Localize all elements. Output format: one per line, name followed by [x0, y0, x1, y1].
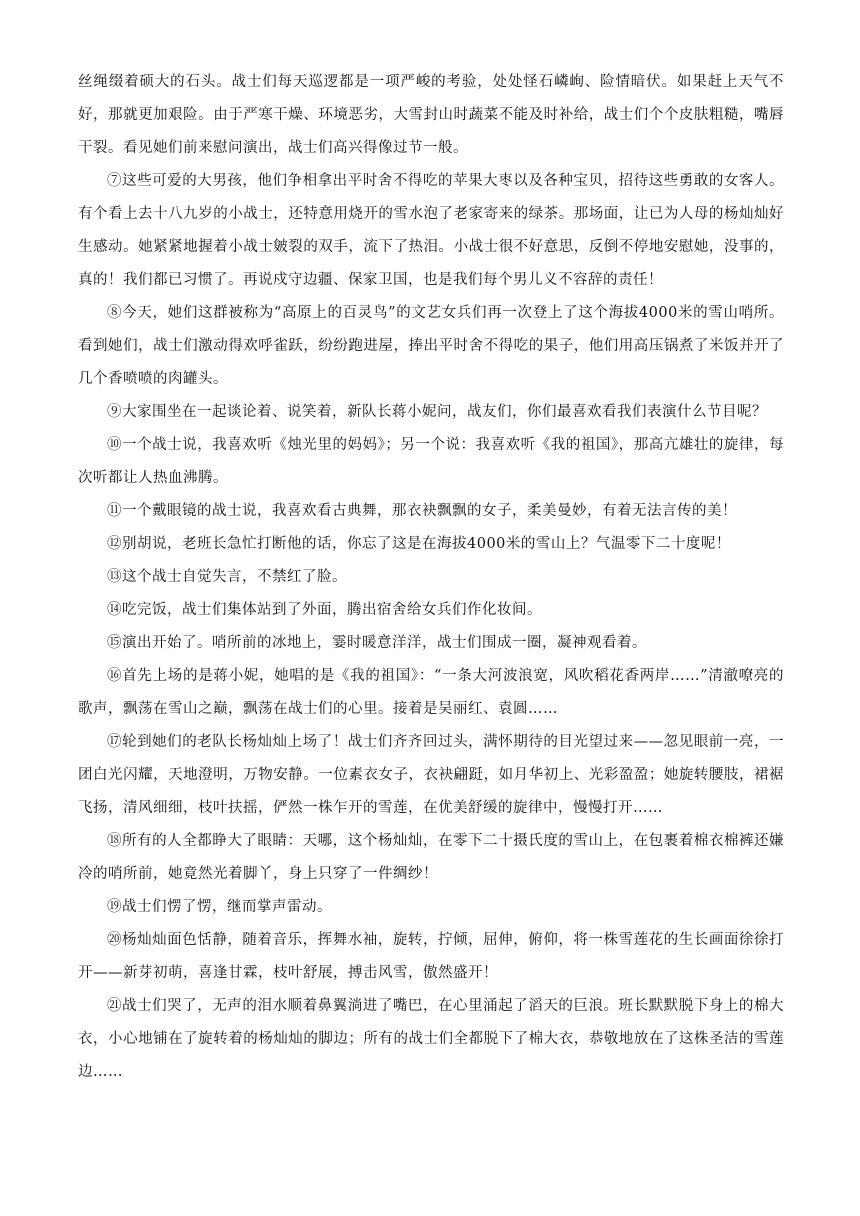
- paragraph-9: ⑨大家围坐在一起谈论着、说笑着，新队长蒋小妮问，战友们，你们最喜欢看我们表演什么节目呢？: [107, 404, 767, 420]
- paragraph-18: ⑱所有的人全都睁大了眼睛：天哪，这个杨灿灿，在零下二十摄氏度的雪山上，在包裹着棉衣棉裤还嫌冷的哨所前，她竟然光着脚丫，身上只穿了一件绸纱！: [78, 833, 784, 882]
- document-page: [78, 66, 784, 1089]
- paragraph-12: ⑫别胡说，老班长急忙打断他的话，你忘了这是在海拔4000米的雪山上？气温零下二十度呢！: [107, 536, 731, 552]
- paragraph-10: ⑩一个战士说，我喜欢听《烛光里的妈妈》；另一个说：我喜欢听《我的祖国》，那高亢雄壮的旋律，每次听都让人热血沸腾。: [78, 437, 784, 486]
- paragraph-7: ⑦这些可爱的大男孩，他们争相拿出平时舍不得吃的苹果大枣以及各种宝贝，招待这些勇敢的女客人。有个看上去十八九岁的小战士，还特意用烧开的雪水泡了老家寄来的绿茶。那场面，让已为人母的杨灿灿好生感动。她紧紧地握着小战士皴裂的双手，流下了热泪。小战士很不好意思，反倒不停地安慰她，没事的，真的！我们都已习惯了。再说戍守边疆、保家卫国，也是我们每个男儿义不容辞的责任！: [78, 173, 784, 288]
- paragraph-17: ⑰轮到她们的老队长杨灿灿上场了！战士们齐齐回过头，满怀期待的目光望过来——忽见眼前一亮，一团白光闪耀，天地澄明，万物安静。一位素衣女子，衣袂翩跹，如月华初上、光彩盈盈；她旋转腰肢，裙裾飞扬，清风细细，枝叶扶摇，俨然一株乍开的雪莲，在优美舒缓的旋律中，慢慢打开……: [78, 734, 784, 816]
- paragraph-11: ⑪一个戴眼镜的战士说，我喜欢看古典舞，那衣袂飘飘的女子，柔美曼妙，有着无法言传的美！: [107, 503, 737, 519]
- paragraph-21: ㉑战士们哭了，无声的泪水顺着鼻翼淌进了嘴巴，在心里涌起了滔天的巨浪。班长默默脱下身上的棉大衣，小心地铺在了旋转着的杨灿灿的脚边；所有的战士们全都脱下了棉大衣，恭敬地放在了这株圣洁的雪莲边……: [78, 998, 784, 1080]
- paragraph-14: ⑭吃完饭，战士们集体站到了外面，腾出宿舍给女兵们作化妆间。: [107, 602, 542, 618]
- paragraph-continuation: 丝绳缀着硕大的石头。战士们每天巡逻都是一项严峻的考验，处处怪石嶙峋、险情暗伏。如果赶上天气不好，那就更加艰险。由于严寒干燥、环境恶劣，大雪封山时蔬菜不能及时补给，战士们个个皮肤粗糙，嘴唇干裂。看见她们前来慰问演出，战士们高兴得像过节一般。: [78, 74, 784, 156]
- paragraph-19: ⑲战士们愣了愣，继而掌声雷动。: [107, 899, 332, 915]
- paragraph-8: ⑧今天，她们这群被称为“高原上的百灵鸟”的文艺女兵们再一次登上了这个海拔4000米的雪山哨所。看到她们，战士们激动得欢呼雀跃，纷纷跑进屋，捧出平时舍不得吃的果子，他们用高压锅煮了米饭并开了几个香喷喷的肉罐头。: [78, 305, 784, 387]
- paragraph-13: ⑬这个战士自觉失言，不禁红了脸。: [107, 569, 347, 585]
- paragraph-16: ⑯首先上场的是蒋小妮，她唱的是《我的祖国》：“一条大河波浪宽，风吹稻花香两岸……”清澈嘹亮的歌声，飘荡在雪山之巅，飘荡在战士们的心里。接着是吴丽红、袁圆……: [78, 668, 784, 717]
- paragraph-20: ⑳杨灿灿面色恬静，随着音乐，挥舞水袖，旋转，拧倾，屈伸，俯仰，将一株雪莲花的生长画面徐徐打开——新芽初萌，喜逢甘霖，枝叶舒展，搏击风雪，傲然盛开！: [78, 932, 784, 981]
- paragraph-15: ⑮演出开始了。哨所前的冰地上，霎时暖意洋洋，战士们围成一圈，凝神观看着。: [107, 635, 647, 651]
